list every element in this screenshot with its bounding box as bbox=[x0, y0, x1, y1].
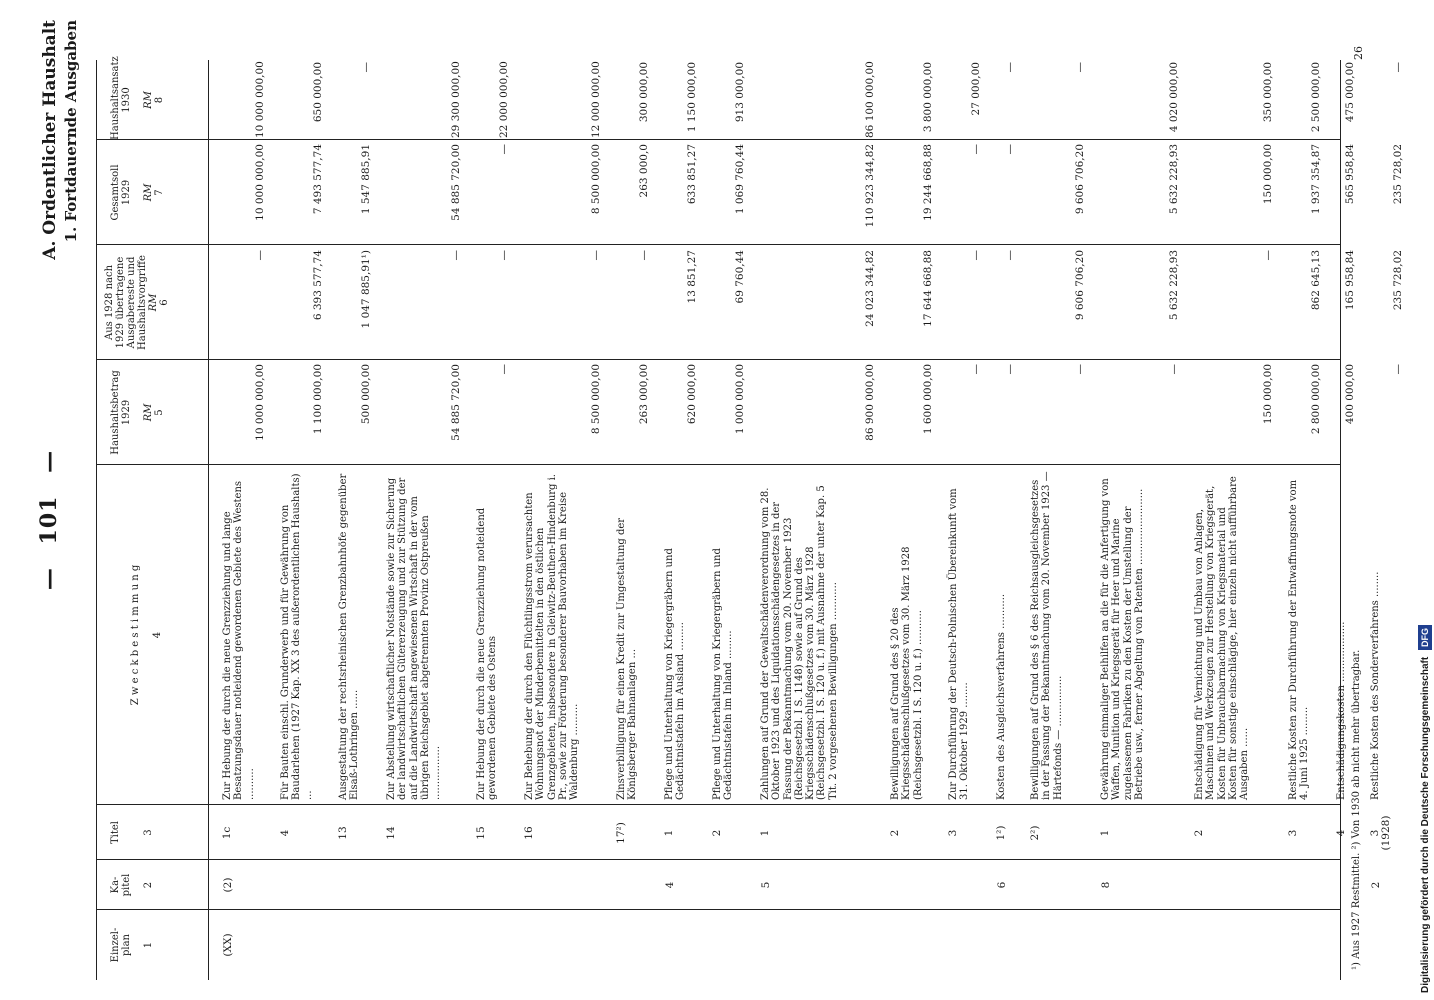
kap-cell: 6 bbox=[996, 881, 1008, 889]
amount-1930-cell: 86 100 000,00 bbox=[864, 61, 876, 138]
carryover-cell: 69 760,44 bbox=[734, 250, 746, 304]
digitization-sidebar bbox=[1418, 8, 1432, 993]
kap-cell: 8 bbox=[1100, 881, 1112, 889]
amount-1930-cell: — bbox=[1392, 62, 1404, 73]
titel-cell: 4 bbox=[279, 829, 291, 837]
amount-1930-cell: 27 000,00 bbox=[970, 62, 982, 116]
carryover-cell: — bbox=[590, 250, 602, 261]
header-rule bbox=[208, 60, 209, 980]
subsection-title: 1. Fortdauernde Ausgaben bbox=[62, 20, 80, 243]
amount-1929-cell: 1 000 000,00 bbox=[734, 364, 746, 435]
carryover-cell: — bbox=[970, 250, 982, 261]
dfg-logo: DFG bbox=[1418, 625, 1432, 650]
kap-cell: 4 bbox=[664, 881, 676, 889]
amount-1930-cell: 4 020 000,00 bbox=[1168, 62, 1180, 133]
amount-1929-cell: 8 500 000,00 bbox=[590, 364, 602, 435]
carryover-cell: — bbox=[498, 250, 510, 261]
total-1929-cell: 8 500 000,00 bbox=[590, 144, 602, 215]
amount-1929-cell: — bbox=[1392, 364, 1404, 375]
amount-1930-cell: 10 000 000,00 bbox=[254, 61, 266, 138]
amount-1929-cell: 1 100 000,00 bbox=[312, 364, 324, 435]
amount-1930-cell: 300 000,00 bbox=[638, 62, 650, 123]
page-number-bottom: 26 bbox=[1352, 46, 1365, 60]
amount-1930-cell: 1 150 000,00 bbox=[686, 62, 698, 133]
carryover-cell: 1 047 885,91¹) bbox=[360, 250, 372, 329]
amount-1929-cell: — bbox=[1168, 364, 1180, 375]
carryover-cell: — bbox=[450, 250, 462, 261]
col-b1929: Haushaltsbetrag 1929 RM 5 bbox=[110, 370, 165, 455]
section-title: A. Ordentlicher Haushalt bbox=[40, 20, 60, 260]
col-sep bbox=[96, 859, 1340, 860]
purpose-cell: Gewährung einmaliger Beihilfen an die für die Anfertigung von Waffen, Munition und Kriegsgerät für Heer und Marine zugelassenen Fabriken zu den Kosten der Umstellung der Betriebe usw., ferner Abgeltung von Patenten ........................ bbox=[1100, 478, 1145, 800]
carryover-cell: 17 644 668,88 bbox=[922, 250, 934, 327]
total-1929-cell: 150 000,00 bbox=[1262, 144, 1274, 205]
purpose-cell: Restliche Kosten des Sonderverfahrens ........ bbox=[1370, 571, 1381, 800]
total-1929-cell: 1 069 760,44 bbox=[734, 144, 746, 215]
col-purpose: Z w e c k b e s t i m m u n g 4 bbox=[130, 564, 163, 706]
titel-cell: 17²) bbox=[615, 822, 627, 844]
col-soll: Gesamtsoll 1929 RM 7 bbox=[110, 164, 165, 221]
amount-1930-cell: 29 300 000,00 bbox=[450, 61, 462, 138]
titel-cell: 2 bbox=[1193, 829, 1205, 837]
amount-1930-cell: 913 000,00 bbox=[734, 62, 746, 123]
amount-1929-cell: — bbox=[970, 364, 982, 375]
purpose-cell: Restliche Kosten zur Durchführung der Entwaffnungsnote vom 4. Juni 1925 ......... bbox=[1288, 479, 1311, 800]
titel-cell: 3 bbox=[1287, 829, 1299, 837]
total-1929-cell: 9 606 706,20 bbox=[1074, 144, 1086, 215]
carryover-cell: — bbox=[638, 250, 650, 261]
amount-1930-cell: 12 000 000,00 bbox=[590, 61, 602, 138]
purpose-cell: Bewilligungen auf Grund des § 20 des Kriegsschädenschlußgesetzes vom 30. März 1928 (Reichsgesetzbl. I S. 120 u. f.) ........... bbox=[890, 546, 924, 800]
purpose-cell: Kosten des Ausgleichsverfahrens ........... bbox=[996, 593, 1007, 800]
amount-1930-cell: — bbox=[1004, 62, 1016, 73]
carryover-cell: — bbox=[1262, 250, 1274, 261]
titel-cell: 1 bbox=[663, 829, 675, 837]
purpose-cell: Pflege und Unterhaltung von Kriegergräbern und Gedächtnistafeln im Ausland ......... bbox=[664, 548, 687, 800]
amount-1930-cell: 475 000,00 bbox=[1344, 62, 1356, 123]
titel-cell: 2 bbox=[711, 829, 723, 837]
amount-1929-cell: 150 000,00 bbox=[1262, 364, 1274, 425]
amount-1930-cell: — bbox=[360, 62, 372, 73]
total-1929-cell: 10 000 000,00 bbox=[254, 144, 266, 221]
total-1929-cell: — bbox=[970, 144, 982, 155]
titel-cell: 1c bbox=[221, 826, 233, 840]
total-1929-cell: 110 923 344,82 bbox=[864, 144, 876, 228]
amount-1929-cell: 500 000,00 bbox=[360, 364, 372, 425]
amount-1930-cell: 650 000,00 bbox=[312, 62, 324, 123]
purpose-cell: Zur Abstellung wirtschaftlicher Notstände sowie zur Sicherung der landwirtschaftlichen Gütererzeugung und zur Stützung der auf die Landwirtschaft angewiesenen Wirtschaft in der vom übrigen Reichsgebiet abgetrennten Provinz Ostpreußen ................. bbox=[386, 477, 443, 800]
amount-1929-cell: 10 000 000,00 bbox=[254, 364, 266, 441]
titel-cell: 14 bbox=[385, 826, 397, 840]
carryover-cell: 5 632 228,93 bbox=[1168, 250, 1180, 321]
carryover-cell: 862 645,13 bbox=[1310, 250, 1322, 311]
amount-1930-cell: 3 800 000,00 bbox=[922, 62, 934, 133]
titel-cell: 1 bbox=[1099, 829, 1111, 837]
total-1929-cell: 1 547 885,91 bbox=[360, 144, 372, 215]
kap-cell: (2) bbox=[222, 877, 234, 893]
page-number-header: — 101 — bbox=[36, 449, 62, 591]
purpose-cell: Pflege und Unterhaltung von Kriegergräbern und Gedächtnistafeln im Inland ......... bbox=[712, 548, 735, 800]
col-sep bbox=[96, 909, 1340, 910]
purpose-cell: Zahlungen auf Grund der Gewaltschädenverordnung vom 28. Oktober 1923 und des Liquidationsschädengesetzes in der Fassung der Bekanntmachung vom 20. November 1923 (Reichsgesetzbl. I S. 1148) sowie auf Grund des Kriegsschädenschlußgesetzes vom 30. März 1928 (Reichsgesetzbl. I S. 120 u. f.) mit Ausnahme der unter Kap. 5 Tit. 2 vorgesehenen Bewilligungen ............ bbox=[760, 485, 839, 800]
purpose-cell: Zur Durchführung der Deutsch-Polnischen Übereinkunft vom 31. Oktober 1929 ........ bbox=[948, 488, 971, 800]
total-1929-cell: 19 244 668,88 bbox=[922, 144, 934, 221]
col-sep bbox=[96, 244, 1340, 245]
total-1929-cell: 263 000,0 bbox=[638, 144, 650, 198]
amount-1929-cell: 2 800 000,00 bbox=[1310, 364, 1322, 435]
titel-cell: 3 bbox=[947, 829, 959, 837]
plan-cell: (XX) bbox=[222, 933, 234, 957]
total-1929-cell: 235 728,02 bbox=[1392, 144, 1404, 205]
amount-1929-cell: — bbox=[498, 364, 510, 375]
total-1929-cell: 7 493 577,74 bbox=[312, 144, 324, 215]
titel-cell: 4 bbox=[1335, 829, 1347, 837]
total-1929-cell: — bbox=[498, 144, 510, 155]
titel-cell: 2²) bbox=[1029, 825, 1041, 841]
titel-cell: 1²) bbox=[995, 825, 1007, 841]
amount-1929-cell: 263 000,00 bbox=[638, 364, 650, 425]
amount-1929-cell: 54 885 720,00 bbox=[450, 364, 462, 441]
purpose-cell: Entschädigung für Vernichtung und Umbau von Anlagen, Maschinen und Werkzeugen zur Herstellung von Kriegsgerät, Kosten für Unbrauchbarmachung von Kriegsmaterial und Kosten für sonstige einschlägige, hier einzeln nicht aufführbare Ausgaben ...... bbox=[1194, 476, 1251, 800]
amount-1929-cell: 1 600 000,00 bbox=[922, 364, 934, 435]
amount-1929-cell: 400 000,00 bbox=[1344, 364, 1356, 425]
titel-cell: 16 bbox=[523, 826, 535, 840]
titel-cell: 13 bbox=[337, 826, 349, 840]
purpose-cell: Bewilligungen auf Grund des § 6 des Reichsausgleichsgesetzes in der Fassung der Bekanntmachung vom 20. November 1923 — Härtefonds — ................ bbox=[1030, 471, 1064, 800]
col-sep bbox=[96, 804, 1340, 805]
carryover-cell: 9 606 706,20 bbox=[1074, 250, 1086, 321]
purpose-cell: Entschädigungskosten ................... bbox=[1336, 621, 1347, 800]
total-1929-cell: 1 937 354,87 bbox=[1310, 144, 1322, 215]
col-titel: Titel 3 bbox=[110, 821, 154, 845]
amount-1929-cell: — bbox=[1074, 364, 1086, 375]
purpose-cell: Zur Behebung der durch den Flüchtlingsstrom verursachten Wohnungsnot der Minderbemittelten in den östlichen Grenzgebieten, insbesondere in Gleiwitz-Beuthen-Hindenburg i. Pr., sowie zur Förderung besonderer Bauvorhaben im Kreise Waldenburg .......... bbox=[524, 474, 581, 800]
col-sep bbox=[96, 139, 1340, 140]
col-kap: Ka- pitel 2 bbox=[110, 873, 154, 897]
carryover-cell: 13 851,27 bbox=[686, 250, 698, 304]
col-ueb: Aus 1928 nach 1929 übertragene Ausgabereste und Haushaltsvorgriffe RM 6 bbox=[104, 255, 170, 350]
page-number: 101 bbox=[36, 495, 62, 545]
purpose-cell: Ausgestaltung der rechtsrheinischen Grenzbahnhöfe gegenüber Elsaß-Lothringen ...... bbox=[338, 473, 361, 800]
amount-1930-cell: 2 500 000,00 bbox=[1310, 62, 1322, 133]
amount-1930-cell: — bbox=[1074, 62, 1086, 73]
amount-1930-cell: 22 000 000,00 bbox=[498, 61, 510, 138]
purpose-cell: Zur Hebung der durch die neue Grenzziehung notleidend gewordenen Gebiete des Ostens bbox=[476, 507, 499, 800]
titel-cell: 1 bbox=[759, 829, 771, 837]
total-1929-cell: — bbox=[1004, 144, 1016, 155]
col-sep bbox=[96, 464, 1340, 465]
kap-cell: 5 bbox=[760, 881, 772, 889]
purpose-cell: Zinsverbilligung für einen Kredit zur Umgestaltung der Königsberger Bahnanlagen ... bbox=[616, 517, 639, 800]
titel-cell: 2 bbox=[889, 829, 901, 837]
footnotes: ¹) Aus 1927 Restmittel. ²) Von 1930 ab nicht mehr übertragbar. bbox=[1351, 649, 1362, 970]
kap-cell: 2 bbox=[1370, 881, 1382, 889]
digitization-note: Digitalisierung gefördert durch die Deutsche Forschungsgemeinschaft bbox=[1420, 656, 1431, 993]
amount-1930-cell: 350 000,00 bbox=[1262, 62, 1274, 123]
col-plan: Einzel- plan 1 bbox=[110, 927, 154, 963]
total-1929-cell: 54 885 720,00 bbox=[450, 144, 462, 221]
carryover-cell: 235 728,02 bbox=[1392, 250, 1404, 311]
carryover-cell: — bbox=[1004, 250, 1016, 261]
carryover-cell: 165 958,84 bbox=[1344, 250, 1356, 311]
total-1929-cell: 633 851,27 bbox=[686, 144, 698, 205]
titel-cell: 15 bbox=[475, 826, 487, 840]
purpose-cell: Für Bauten einschl. Grunderwerb und für Gewährung von Baudarlehen (1927 Kap. XX 3 des außerordentlichen Haushalts) ... bbox=[280, 473, 314, 800]
titel-cell: 3 (1928) bbox=[1369, 815, 1392, 851]
table-top-rule bbox=[96, 60, 97, 980]
col-a1930: Haushaltsansatz 1930 RM 8 bbox=[110, 56, 165, 140]
amount-1929-cell: 86 900 000,00 bbox=[864, 364, 876, 441]
carryover-cell: 6 393 577,74 bbox=[312, 250, 324, 321]
amount-1929-cell: 620 000,00 bbox=[686, 364, 698, 425]
amount-1929-cell: — bbox=[1004, 364, 1016, 375]
purpose-cell: Zur Hebung der durch die neue Grenzziehung und lange Besatzungsdauer notleidend gewordenen Gebiete des Westens .......... bbox=[222, 480, 256, 800]
total-1929-cell: 5 632 228,93 bbox=[1168, 144, 1180, 215]
total-1929-cell: 565 958,84 bbox=[1344, 144, 1356, 205]
carryover-cell: — bbox=[254, 250, 266, 261]
col-sep bbox=[96, 359, 1340, 360]
carryover-cell: 24 023 344,82 bbox=[864, 250, 876, 327]
